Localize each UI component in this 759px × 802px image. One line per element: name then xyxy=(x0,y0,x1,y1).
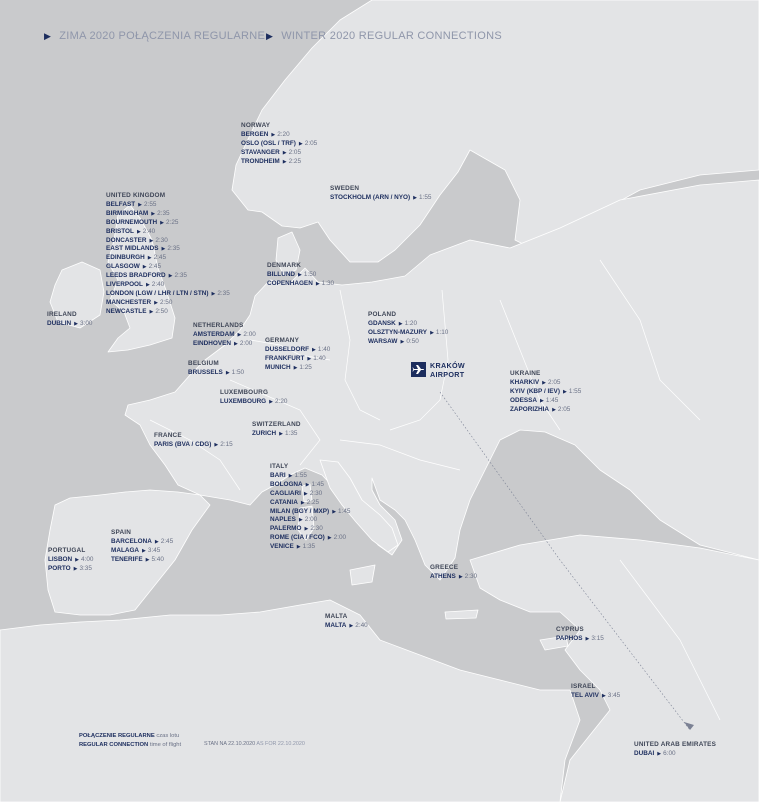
destination-name: BIRMINGHAM xyxy=(106,209,149,217)
flight-time: 0:50 xyxy=(406,337,419,345)
destination-name: ZAPORIZHIA xyxy=(510,405,550,413)
flight-time: 2:50 xyxy=(155,307,168,315)
legend-line-pl: POŁĄCZENIE REGULARNE czas lotu xyxy=(79,733,180,739)
island-crete xyxy=(445,610,478,619)
destination-row xyxy=(270,534,351,543)
destination-name: MANCHESTER xyxy=(106,298,152,306)
header-title-pl: ▶ ZIMA 2020 POŁĄCZENIA REGULARNE xyxy=(44,30,266,42)
country-group-spain xyxy=(111,529,173,565)
date-stamp: STAN NA 22.10.2020 AS FOR 22.10.2020 xyxy=(204,741,305,747)
destination-name: NEWCASTLE xyxy=(106,307,147,315)
destination-name: BILLUND xyxy=(267,270,296,278)
destination-row xyxy=(106,254,230,263)
hub-name-line1: KRAKÓW xyxy=(430,361,465,370)
arrow-icon: ▶ xyxy=(398,320,403,327)
arrow-icon: ▶ xyxy=(142,547,146,554)
destination-name: PORTO xyxy=(48,564,71,572)
destination-row xyxy=(241,149,317,158)
destination-name: MALAGA xyxy=(111,546,140,554)
country-label: ISRAEL xyxy=(571,683,596,690)
flight-time: 3:15 xyxy=(591,634,604,642)
flight-time: 1:40 xyxy=(317,345,331,353)
arrow-icon: ▶ xyxy=(298,517,303,524)
country-group-switzerland xyxy=(252,421,301,439)
destination-name: GLASGOW xyxy=(106,263,140,271)
destination-row xyxy=(571,692,620,701)
arrow-icon: ▶ xyxy=(312,346,316,353)
destination-row xyxy=(193,331,256,340)
flight-time: 2:30 xyxy=(309,489,323,497)
destination-row xyxy=(368,338,448,347)
country-label: FRANCE xyxy=(154,432,182,439)
flight-time: 2:35 xyxy=(167,245,180,253)
arrow-icon: ▶ xyxy=(168,273,173,280)
arrow-icon: ▶ xyxy=(151,210,156,217)
destination-row xyxy=(48,556,93,565)
country-label: GERMANY xyxy=(265,337,300,344)
destination-row xyxy=(241,140,317,149)
flight-time: 2:20 xyxy=(277,130,290,138)
flight-time: 2:55 xyxy=(143,200,157,208)
destination-row xyxy=(270,543,351,552)
country-group-uae xyxy=(634,741,716,759)
arrow-icon: ▶ xyxy=(305,481,310,488)
arrow-icon: ▶ xyxy=(145,282,150,289)
destination-name: MUNICH xyxy=(265,363,291,371)
country-group-greece xyxy=(430,564,477,582)
country-label: IRELAND xyxy=(47,311,77,318)
country-group-belgium xyxy=(188,360,244,378)
arrow-icon: ▶ xyxy=(271,131,276,138)
arrow-icon: ▶ xyxy=(149,308,154,315)
destination-row xyxy=(634,750,716,759)
destination-row xyxy=(510,406,581,415)
destination-name: TEL AVIV xyxy=(571,691,599,699)
flight-time: 3:00 xyxy=(80,319,93,327)
country-group-luxembourg xyxy=(220,389,287,407)
arrow-icon: ▶ xyxy=(214,441,219,448)
country-label: ITALY xyxy=(270,463,289,470)
country-group-ukraine xyxy=(510,370,581,415)
destination-name: BRUSSELS xyxy=(188,368,223,376)
arrow-icon: ▶ xyxy=(75,556,80,563)
destination-row xyxy=(154,441,233,450)
country-group-sweden xyxy=(330,185,431,203)
destination-row xyxy=(368,329,448,338)
flight-time: 3:45 xyxy=(147,546,161,554)
destination-name: OSLO (OSL / TRF) xyxy=(241,139,296,147)
destination-row xyxy=(368,320,448,329)
flight-time: 1:35 xyxy=(302,543,316,551)
header-title-en: ▶ WINTER 2020 REGULAR CONNECTIONS xyxy=(266,30,503,42)
destination-name: ZURICH xyxy=(252,429,277,437)
arrow-icon: ▶ xyxy=(303,490,308,497)
destination-row xyxy=(510,397,581,406)
destination-name: AMSTERDAM xyxy=(193,330,235,338)
flight-time: 1:50 xyxy=(231,368,245,376)
triangle-bullet-icon: ▶ xyxy=(44,31,52,41)
flight-time: 6:00 xyxy=(663,749,676,757)
arrow-icon: ▶ xyxy=(298,271,302,278)
arrow-icon: ▶ xyxy=(315,280,320,287)
arrow-icon: ▶ xyxy=(288,472,293,479)
map-legend xyxy=(79,732,181,750)
flight-time: 1:25 xyxy=(299,363,312,371)
destination-name: MALTA xyxy=(325,621,347,629)
destination-row xyxy=(241,158,317,167)
arrow-icon: ▶ xyxy=(142,264,147,271)
destination-row xyxy=(325,622,368,631)
arrow-icon: ▶ xyxy=(540,397,544,404)
arrow-icon: ▶ xyxy=(269,398,274,405)
arrow-icon: ▶ xyxy=(147,255,152,262)
flight-time: 1:55 xyxy=(418,193,432,201)
destination-name: PAPHOS xyxy=(556,634,583,642)
destination-name: LISBON xyxy=(48,555,73,563)
arrow-icon: ▶ xyxy=(332,508,337,515)
hub-name-line2: AIRPORT xyxy=(430,369,465,379)
arrow-icon: ▶ xyxy=(73,565,78,572)
flight-time: 2:35 xyxy=(157,209,170,217)
flight-time: 3:35 xyxy=(79,564,92,572)
destination-row xyxy=(510,388,581,397)
country-label: NETHERLANDS xyxy=(193,322,244,329)
arrow-icon: ▶ xyxy=(300,499,305,506)
destination-row xyxy=(270,516,351,525)
destination-name: PALERMO xyxy=(270,525,302,533)
arrow-icon: ▶ xyxy=(307,355,312,362)
country-group-france xyxy=(154,432,233,450)
destination-name: STAVANGER xyxy=(241,148,280,156)
country-group-italy xyxy=(270,463,351,552)
destination-name: BARI xyxy=(270,471,286,479)
flight-time: 2:30 xyxy=(464,572,478,580)
destination-row xyxy=(265,355,330,364)
country-label: MALTA xyxy=(325,613,348,620)
destination-name: STOCKHOLM (ARN / NYO) xyxy=(330,193,411,201)
country-label: SWEDEN xyxy=(330,185,360,192)
flight-time: 2:45 xyxy=(148,263,162,271)
plane-icon xyxy=(411,362,426,377)
flight-time: 2:25 xyxy=(306,498,320,506)
destination-row xyxy=(106,263,230,272)
destination-row xyxy=(106,299,230,308)
destination-row xyxy=(220,398,287,407)
legend-line-en: REGULAR CONNECTION time of flight xyxy=(79,742,182,748)
country-label: CYPRUS xyxy=(556,626,584,633)
country-label: NORWAY xyxy=(241,122,271,129)
destination-row xyxy=(47,320,92,329)
destination-name: DONCASTER xyxy=(106,236,147,244)
destination-name: NAPLES xyxy=(270,516,296,524)
destination-row xyxy=(106,272,230,281)
krakow-airport-label xyxy=(430,362,465,379)
destination-row xyxy=(270,525,351,534)
arrow-icon: ▶ xyxy=(154,538,159,545)
flight-time: 2:05 xyxy=(557,405,571,413)
country-label: UKRAINE xyxy=(510,370,541,377)
arrow-icon: ▶ xyxy=(293,364,298,371)
country-label: SPAIN xyxy=(111,529,132,536)
flight-time: 2:15 xyxy=(220,440,233,448)
arrow-icon: ▶ xyxy=(413,194,417,201)
destination-row xyxy=(270,508,351,517)
destination-name: OLSZTYN-MAZURY xyxy=(368,328,428,336)
destination-name: ROME (CIA / FCO) xyxy=(270,534,325,542)
destination-name: ODESSA xyxy=(510,396,537,404)
flight-time: 2:25 xyxy=(288,157,302,165)
country-label: GREECE xyxy=(430,564,459,571)
triangle-bullet-icon: ▶ xyxy=(266,31,274,41)
country-group-denmark xyxy=(267,262,334,289)
destination-row xyxy=(510,379,581,388)
flight-time: 2:05 xyxy=(547,378,561,386)
arrow-icon: ▶ xyxy=(430,329,434,336)
destination-row xyxy=(106,308,230,317)
country-label: BELGIUM xyxy=(188,360,219,367)
country-group-netherlands xyxy=(193,322,256,349)
destination-name: MILAN (BGY / MXP) xyxy=(270,507,330,515)
arrow-icon: ▶ xyxy=(225,369,230,376)
arrow-icon: ▶ xyxy=(74,320,78,327)
destination-row xyxy=(270,499,351,508)
destination-row xyxy=(270,490,351,499)
destination-name: VENICE xyxy=(270,543,294,551)
destination-row xyxy=(267,280,334,289)
flight-time: 5:40 xyxy=(151,555,164,563)
country-group-malta xyxy=(325,613,368,631)
destination-name: DUBLIN xyxy=(47,319,72,327)
destination-row xyxy=(252,430,301,439)
arrow-icon: ▶ xyxy=(211,290,216,297)
destination-row xyxy=(106,290,230,299)
arrow-icon: ▶ xyxy=(234,340,238,347)
destination-row xyxy=(106,210,230,219)
arrow-icon: ▶ xyxy=(237,331,242,338)
arrow-icon: ▶ xyxy=(282,149,287,156)
arrow-icon: ▶ xyxy=(138,201,142,208)
destination-row xyxy=(111,556,173,565)
destination-name: EINDHOVEN xyxy=(193,339,231,347)
destination-name: EAST MIDLANDS xyxy=(106,245,159,253)
arrow-icon: ▶ xyxy=(657,750,662,757)
flight-time: 2:40 xyxy=(151,281,165,289)
country-label: UNITED KINGDOM xyxy=(106,192,166,199)
arrow-icon: ▶ xyxy=(304,526,309,533)
destination-name: CATANIA xyxy=(270,498,298,506)
arrow-icon: ▶ xyxy=(601,692,606,699)
arrow-icon: ▶ xyxy=(298,140,303,147)
destination-name: ATHENS xyxy=(430,572,456,580)
arrow-icon: ▶ xyxy=(542,379,546,386)
country-group-germany xyxy=(265,337,330,373)
destination-name: EDINBURGH xyxy=(106,254,145,262)
destination-row xyxy=(106,281,230,290)
flight-time: 1:10 xyxy=(435,328,449,336)
destination-row xyxy=(430,573,477,582)
destination-row xyxy=(48,565,93,574)
destination-name: BERGEN xyxy=(241,130,269,138)
flight-time: 4:00 xyxy=(81,555,94,563)
arrow-icon: ▶ xyxy=(327,535,332,542)
country-label: POLAND xyxy=(368,311,397,318)
arrow-icon: ▶ xyxy=(400,338,405,345)
destination-row xyxy=(111,538,173,547)
flight-time: 2:00 xyxy=(239,339,253,347)
flight-time: 1:30 xyxy=(321,279,335,287)
flight-time: 2:45 xyxy=(153,254,167,262)
flight-time: 3:45 xyxy=(607,691,621,699)
country-group-norway xyxy=(241,122,317,167)
destination-name: DUSSELDORF xyxy=(265,345,310,353)
flight-time: 2:00 xyxy=(333,534,347,542)
destination-name: BELFAST xyxy=(106,200,136,208)
flight-time: 2:25 xyxy=(165,218,179,226)
flight-time: 2:35 xyxy=(174,272,187,280)
destination-name: KYIV (KBP / IEV) xyxy=(510,387,560,395)
destination-name: BOLOGNA xyxy=(270,480,303,488)
flight-time: 2:40 xyxy=(355,621,368,629)
arrow-icon: ▶ xyxy=(282,158,287,165)
flight-time: 1:55 xyxy=(568,387,582,395)
country-label: LUXEMBOURG xyxy=(220,389,269,396)
destination-row xyxy=(267,271,334,280)
destination-name: TENERIFE xyxy=(111,555,143,563)
destination-row xyxy=(188,369,244,378)
flight-time: 1:35 xyxy=(285,429,298,437)
flight-time: 2:40 xyxy=(142,227,156,235)
destination-name: GDANSK xyxy=(368,319,396,327)
country-label: DENMARK xyxy=(267,262,302,269)
destination-row xyxy=(106,228,230,237)
destination-name: FRANKFURT xyxy=(265,354,305,362)
country-group-cyprus xyxy=(556,626,604,644)
destination-name: LIVERPOOL xyxy=(106,281,143,289)
arrow-icon: ▶ xyxy=(585,635,590,642)
country-group-israel xyxy=(571,683,620,701)
destination-row xyxy=(265,346,330,355)
destination-row xyxy=(106,245,230,254)
destination-row xyxy=(270,472,351,481)
flight-time: 1:45 xyxy=(311,480,324,488)
destination-row xyxy=(265,364,330,373)
arrow-icon: ▶ xyxy=(136,228,141,235)
destination-name: BOURNEMOUTH xyxy=(106,218,158,226)
country-label: SWITZERLAND xyxy=(252,421,301,428)
country-group-united-kingdom xyxy=(106,192,230,317)
destination-row xyxy=(270,481,351,490)
destination-name: DUBAI xyxy=(634,749,655,757)
flight-time: 1:50 xyxy=(303,270,317,278)
destination-row xyxy=(106,219,230,228)
arrow-icon: ▶ xyxy=(349,622,354,629)
flight-time: 2:05 xyxy=(304,139,318,147)
destination-name: LUXEMBOURG xyxy=(220,397,267,405)
country-label: PORTUGAL xyxy=(48,547,86,554)
arrow-icon: ▶ xyxy=(145,556,150,563)
flight-time: 1:45 xyxy=(545,396,559,404)
destination-name: BARCELONA xyxy=(111,537,152,545)
destination-name: PARIS (BVA / CDG) xyxy=(154,440,212,448)
flight-time: 2:45 xyxy=(160,537,174,545)
destination-name: KHARKIV xyxy=(510,378,540,386)
destination-row xyxy=(330,194,431,203)
flight-time: 2:00 xyxy=(304,516,318,524)
arrow-icon: ▶ xyxy=(149,237,154,244)
flight-time: 1:55 xyxy=(294,471,307,479)
destination-name: LONDON (LGW / LHR / LTN / STN) xyxy=(106,289,209,297)
arrow-icon: ▶ xyxy=(562,388,567,395)
destination-row xyxy=(193,340,256,349)
arrow-icon: ▶ xyxy=(154,299,158,306)
flight-time: 1:45 xyxy=(338,507,351,515)
flight-time: 2:50 xyxy=(159,298,173,306)
arrow-icon: ▶ xyxy=(296,544,301,551)
flight-time: 2:00 xyxy=(243,330,256,338)
arrow-icon: ▶ xyxy=(161,246,166,253)
arrow-icon: ▶ xyxy=(160,219,164,226)
destination-row xyxy=(556,635,604,644)
arrow-icon: ▶ xyxy=(458,573,463,580)
destination-name: WARSAW xyxy=(368,337,398,345)
destination-row xyxy=(106,201,230,210)
destination-name: BRISTOL xyxy=(106,227,134,235)
country-label: UNITED ARAB EMIRATES xyxy=(634,741,717,748)
flight-time: 2:05 xyxy=(288,148,302,156)
flight-time: 2:35 xyxy=(217,289,230,297)
flight-time: 2:30 xyxy=(155,236,168,244)
destination-row xyxy=(111,547,173,556)
flight-time: 2:30 xyxy=(310,525,323,533)
destination-name: TRONDHEIM xyxy=(241,157,280,165)
flight-time: 2:20 xyxy=(275,397,288,405)
destination-row xyxy=(241,131,317,140)
destination-name: LEEDS BRADFORD xyxy=(106,272,166,280)
arrow-icon: ▶ xyxy=(552,406,556,413)
flight-time: 1:20 xyxy=(404,319,418,327)
country-group-poland xyxy=(368,311,448,347)
flight-time: 1:40 xyxy=(313,354,326,362)
destination-name: CAGLIARI xyxy=(270,489,301,497)
country-group-ireland xyxy=(47,311,92,329)
destination-name: COPENHAGEN xyxy=(267,279,313,287)
arrow-icon: ▶ xyxy=(279,430,283,437)
destination-row xyxy=(106,237,230,246)
country-group-portugal xyxy=(48,547,93,574)
